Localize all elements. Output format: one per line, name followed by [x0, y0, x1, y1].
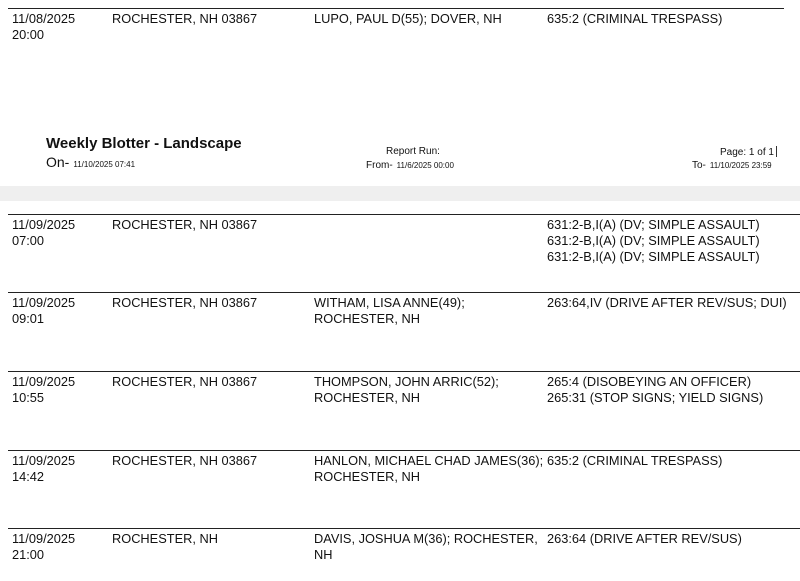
on-label: On-: [46, 154, 70, 170]
page-value: 1 of 1: [748, 147, 774, 158]
entry-charges: [547, 295, 800, 311]
entry-person: THOMPSON, JOHN ARRIC(52); ROCHESTER, NH: [314, 374, 499, 405]
entry-time: 09:01: [12, 311, 45, 326]
entry-charge: 635:2 (CRIMINAL TRESPASS): [547, 453, 723, 468]
entry-charge: 265:4 (DISOBEYING AN OFFICER): [547, 374, 752, 389]
entry-charges: [547, 11, 800, 27]
entry-time: 20:00: [12, 27, 45, 42]
entry-datetime: [12, 295, 107, 327]
entry-location: ROCHESTER, NH 03867: [112, 453, 258, 468]
blotter-entry: [8, 371, 800, 405]
text-cursor: [776, 146, 777, 157]
from-label: From-: [366, 160, 393, 171]
to-value: 11/10/2025 23:59: [709, 161, 772, 170]
entry-person: DAVIS, JOSHUA M(36); ROCHESTER, NH: [314, 531, 538, 562]
report-page-number: [720, 146, 777, 158]
entry-charges: [547, 217, 800, 265]
entry-person: HANLON, MICHAEL CHAD JAMES(36); ROCHESTER, NH: [314, 453, 544, 484]
entry-person: WITHAM, LISA ANNE(49); ROCHESTER, NH: [314, 295, 465, 326]
entry-charge: 263:64 (DRIVE AFTER REV/SUS): [547, 531, 742, 546]
blotter-entry: [8, 528, 800, 562]
entry-charge: 631:2-B,I(A) (DV; SIMPLE ASSAULT): [547, 249, 760, 264]
entry-time: 10:55: [12, 390, 45, 405]
from-value: 11/6/2025 00:00: [396, 161, 454, 170]
page-label: Page:: [720, 147, 747, 158]
entry-date: 11/09/2025: [12, 531, 76, 546]
blotter-entry: [8, 450, 800, 484]
report-header: [0, 132, 800, 176]
entry-location: ROCHESTER, NH 03867: [112, 217, 258, 232]
entry-charge: 265:31 (STOP SIGNS; YIELD SIGNS): [547, 390, 764, 405]
entry-date: 11/09/2025: [12, 295, 76, 310]
entry-location: ROCHESTER, NH 03867: [112, 11, 258, 26]
entry-charge: 263:64,IV (DRIVE AFTER REV/SUS; DUI): [547, 295, 787, 310]
report-from-date: [366, 160, 454, 171]
entry-datetime: [12, 374, 107, 406]
entry-date: 11/09/2025: [12, 374, 76, 389]
blotter-entry: [8, 292, 800, 326]
entry-charges: [547, 453, 800, 469]
entry-time: 21:00: [12, 547, 45, 562]
report-to-date: [692, 160, 772, 171]
entry-date: 11/09/2025: [12, 217, 76, 232]
entry-location: ROCHESTER, NH 03867: [112, 374, 258, 389]
blotter-entry: [8, 8, 784, 42]
entry-location: ROCHESTER, NH 03867: [112, 295, 258, 310]
page-separator: [0, 186, 800, 201]
report-on-date: [46, 154, 135, 170]
report-run-label: Report Run:: [386, 146, 440, 157]
entry-datetime: [12, 11, 107, 43]
entry-date: 11/08/2025: [12, 11, 76, 26]
entry-person: LUPO, PAUL D(55); DOVER, NH: [314, 11, 502, 26]
entry-time: 14:42: [12, 469, 45, 484]
entry-datetime: [12, 453, 107, 485]
entry-datetime: [12, 217, 107, 249]
document-page-bottom: [0, 201, 800, 581]
entry-charge: 631:2-B,I(A) (DV; SIMPLE ASSAULT): [547, 233, 760, 248]
entry-location: ROCHESTER, NH: [112, 531, 218, 546]
report-title: Weekly Blotter - Landscape: [46, 135, 242, 152]
on-value: 11/10/2025 07:41: [73, 160, 136, 169]
entry-date: 11/09/2025: [12, 453, 76, 468]
entry-charge: 635:2 (CRIMINAL TRESPASS): [547, 11, 723, 26]
to-label: To-: [692, 160, 706, 171]
entry-time: 07:00: [12, 233, 45, 248]
entry-charges: [547, 531, 800, 547]
blotter-entry: [8, 214, 800, 264]
entry-datetime: [12, 531, 107, 563]
entry-charges: [547, 374, 800, 406]
document-page-top: [0, 0, 800, 186]
entry-charge: 631:2-B,I(A) (DV; SIMPLE ASSAULT): [547, 217, 760, 232]
